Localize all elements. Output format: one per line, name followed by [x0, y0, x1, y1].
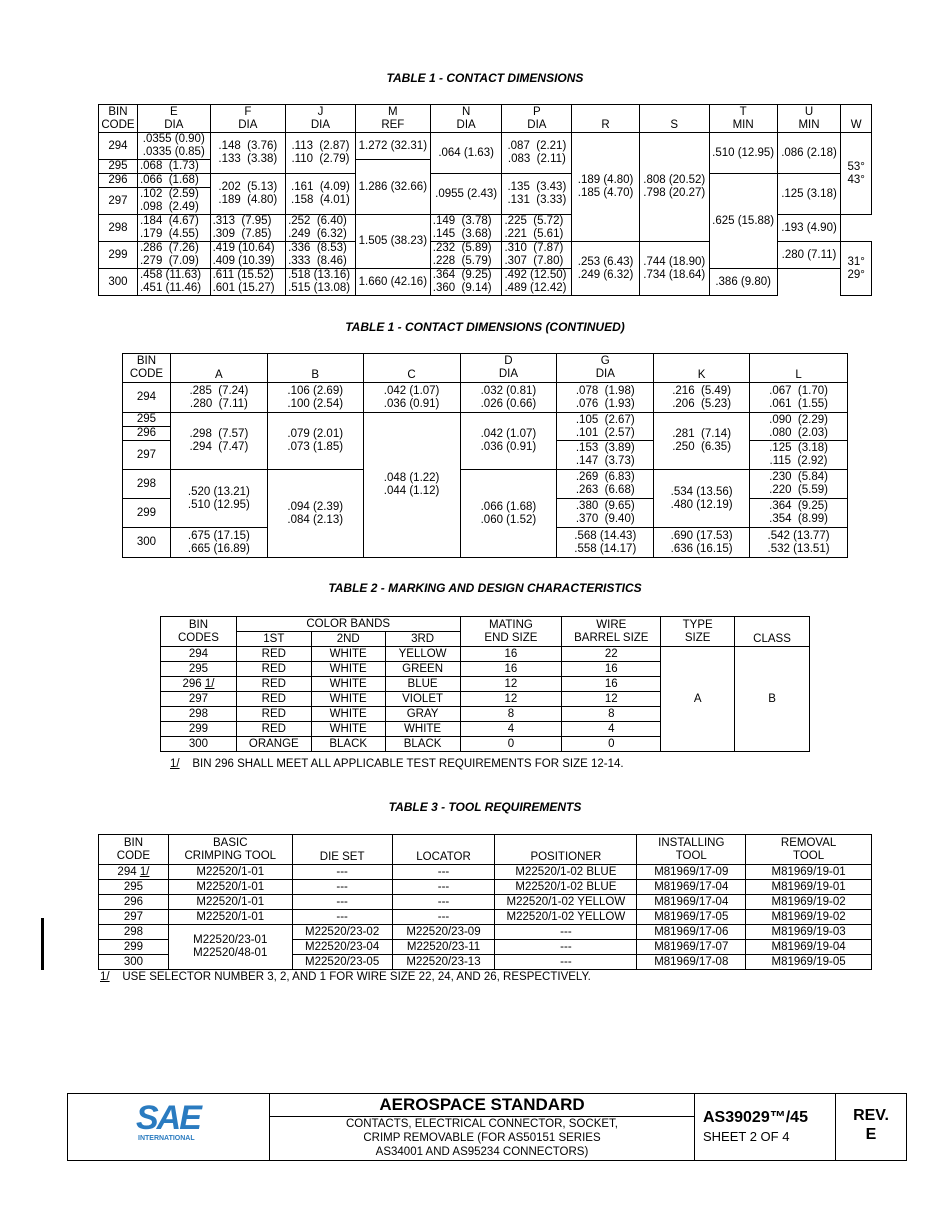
bin-code: 297 — [161, 692, 237, 707]
dim-m: 1.272 (32.31) — [355, 133, 430, 160]
dim-f: .611 (15.52) .601 (15.27) — [210, 269, 285, 296]
dim-t: .625 (15.88) — [709, 174, 777, 269]
table-row — [123, 413, 848, 427]
t1-h-t: T MIN — [709, 105, 777, 133]
table2-footnote — [170, 758, 624, 770]
die-set: M22520/23-04 — [292, 940, 392, 955]
table3-title: TABLE 3 - TOOL REQUIREMENTS — [388, 800, 582, 814]
dim-l: .230 (5.84) .220 (5.59) — [750, 470, 848, 499]
dim-d: .066 (1.68) .060 (1.52) — [460, 470, 557, 558]
dim-d: .032 (0.81) .026 (0.66) — [460, 383, 557, 413]
wire-barrel-size: 12 — [562, 692, 661, 707]
installing-tool: M81969/17-08 — [637, 955, 746, 970]
t2-h-type: TYPE SIZE — [661, 617, 735, 647]
sae-logo: SAE — [136, 1099, 200, 1137]
t1-h-f: F DIA — [210, 105, 285, 133]
color-band-1st: RED — [236, 677, 311, 692]
bin-code: 295 — [161, 662, 237, 677]
locator: --- — [392, 880, 495, 895]
dim-s: .808 (20.52) .798 (20.27) — [639, 133, 709, 242]
removal-tool: M81969/19-03 — [746, 925, 872, 940]
die-set: --- — [292, 880, 392, 895]
sheet-number: SHEET 2 OF 4 — [703, 1129, 790, 1144]
t1-h-m: M REF — [355, 105, 430, 133]
die-set: --- — [292, 895, 392, 910]
dim-w: 53° 43° — [841, 133, 872, 215]
crimping-tool: M22520/23-01 M22520/48-01 — [168, 925, 292, 970]
positioner: --- — [495, 940, 637, 955]
dim-t: .510 (12.95) — [709, 133, 777, 174]
dim-l: .125 (3.18) .115 (2.92) — [750, 441, 848, 470]
bin-code: 298 — [161, 707, 237, 722]
dim-u: .280 (7.11) — [777, 242, 841, 269]
dim-a: .675 (17.15) .665 (16.89) — [170, 528, 267, 558]
locator: M22520/23-13 — [392, 955, 495, 970]
bin-code: 294 — [123, 383, 171, 413]
removal-tool: M81969/19-01 — [746, 865, 872, 880]
dim-u: .086 (2.18) — [777, 133, 841, 174]
dim-j: .336 (8.53) .333 (8.46) — [286, 242, 356, 269]
dim-g: .105 (2.67) .101 (2.57) — [557, 413, 654, 441]
bin-code-value: 296 — [182, 677, 202, 690]
dim-u: .386 (9.80) — [709, 269, 777, 296]
table2 — [160, 616, 810, 752]
dim-u: .125 (3.18) — [777, 174, 841, 215]
dim-n: .364 (9.25) .360 (9.14) — [430, 269, 502, 296]
wire-barrel-size: 4 — [562, 722, 661, 737]
footnote-ref: 1/ — [139, 865, 150, 878]
t2-h-3rd: 3RD — [385, 632, 460, 647]
t1c-h-b: B — [267, 354, 363, 383]
dim-g: .269 (6.83) .263 (6.68) — [557, 470, 654, 499]
dim-j: .113 (2.87) .110 (2.79) — [286, 133, 356, 174]
dim-p: .492 (12.50) .489 (12.42) — [502, 269, 572, 296]
table2-header-row — [161, 617, 810, 632]
footnote-text: USE SELECTOR NUMBER 3, 2, AND 1 FOR WIRE SIZE 22, 24, AND 26, RESPECTIVELY. — [122, 971, 591, 983]
standard-description: CONTACTS, ELECTRICAL CONNECTOR, SOCKET, CRIMP REMOVABLE (FOR AS50151 SERIES AS34001 AND AS95234 CONNECTORS) — [346, 1118, 618, 1158]
dim-j: .518 (13.16) .515 (13.08) — [286, 269, 356, 296]
t2-h-mating: MATING END SIZE — [460, 617, 562, 647]
dim-g: .568 (14.43) .558 (14.17) — [557, 528, 654, 558]
table3-footnote — [100, 971, 591, 983]
table-row — [99, 880, 872, 895]
document-number-box — [695, 1094, 836, 1160]
positioner: --- — [495, 955, 637, 970]
bin-code: 297 — [99, 910, 169, 925]
t1c-h-g: G DIA — [557, 354, 654, 383]
color-band-3rd: BLUE — [385, 677, 460, 692]
color-band-3rd: VIOLET — [385, 692, 460, 707]
table-row — [99, 269, 872, 296]
dim-l: .090 (2.29) .080 (2.03) — [750, 413, 848, 441]
title-block — [67, 1093, 907, 1161]
dim-f: .202 (5.13) .189 (4.80) — [210, 174, 285, 215]
bin-code — [161, 677, 237, 692]
installing-tool: M81969/17-04 — [637, 895, 746, 910]
t1-h-p: P DIA — [502, 105, 572, 133]
dim-f: .313 (7.95) .309 (7.85) — [210, 215, 285, 242]
dim-n: .232 (5.89) .228 (5.79) — [430, 242, 502, 269]
dim-d: .042 (1.07) .036 (0.91) — [460, 413, 557, 470]
crimping-tool: M22520/1-01 — [168, 865, 292, 880]
t2-h-2nd: 2ND — [311, 632, 385, 647]
dim-u: .193 (4.90) — [777, 215, 841, 242]
locator: M22520/23-11 — [392, 940, 495, 955]
dim-e: .0355 (0.90) .0335 (0.85) — [137, 133, 210, 160]
dim-f: .148 (3.76) .133 (3.38) — [210, 133, 285, 174]
crimping-tool: M22520/1-01 — [168, 910, 292, 925]
t1-h-s: S — [639, 105, 709, 133]
mating-end-size: 16 — [460, 647, 562, 662]
die-set: --- — [292, 865, 392, 880]
t3-h-removal: REMOVAL TOOL — [746, 835, 872, 865]
color-band-3rd: GREEN — [385, 662, 460, 677]
t3-h-crimp: BASIC CRIMPING TOOL — [168, 835, 292, 865]
t3-h-positioner: POSITIONER — [495, 835, 637, 865]
footnote-text: BIN 296 SHALL MEET ALL APPLICABLE TEST REQUIREMENTS FOR SIZE 12-14. — [192, 758, 624, 770]
crimping-tool: M22520/1-01 — [168, 895, 292, 910]
dim-g: .078 (1.98) .076 (1.93) — [557, 383, 654, 413]
dim-e: .066 (1.68) — [137, 174, 210, 188]
dim-b: .106 (2.69) .100 (2.54) — [267, 383, 363, 413]
locator: --- — [392, 910, 495, 925]
table-row — [99, 174, 872, 188]
bin-code: 297 — [99, 188, 138, 215]
dim-c: .042 (1.07) .036 (0.91) — [363, 383, 460, 413]
color-band-3rd: WHITE — [385, 722, 460, 737]
bin-code-value: 294 — [117, 865, 137, 878]
positioner: M22520/1-02 BLUE — [495, 865, 637, 880]
class: B — [735, 647, 810, 752]
dim-e: .068 (1.73) — [137, 160, 210, 174]
color-band-1st: RED — [236, 722, 311, 737]
dim-g: .380 (9.65) .370 (9.40) — [557, 499, 654, 528]
t1-h-e: E DIA — [137, 105, 210, 133]
color-band-3rd: BLACK — [385, 737, 460, 752]
t2-h-bin: BIN CODES — [161, 617, 237, 647]
table1-continued — [122, 353, 848, 558]
dim-a: .298 (7.57) .294 (7.47) — [170, 413, 267, 470]
dim-g: .153 (3.89) .147 (3.73) — [557, 441, 654, 470]
bin-code: 300 — [99, 269, 138, 296]
t1-h-bin: BIN CODE — [99, 105, 138, 133]
color-band-1st: RED — [236, 707, 311, 722]
mating-end-size: 8 — [460, 707, 562, 722]
installing-tool: M81969/17-05 — [637, 910, 746, 925]
standard-box — [270, 1094, 695, 1160]
dim-n: .0955 (2.43) — [430, 174, 502, 215]
t3-h-die: DIE SET — [292, 835, 392, 865]
bin-code: 296 — [99, 174, 138, 188]
table1c-title: TABLE 1 - CONTACT DIMENSIONS (CONTINUED) — [345, 320, 625, 334]
footnote-marker: 1/ — [170, 758, 180, 770]
t1-h-w: W — [841, 105, 872, 133]
table-row — [99, 895, 872, 910]
color-band-1st: RED — [236, 647, 311, 662]
color-band-2nd: WHITE — [311, 692, 385, 707]
document-number: AS39029™/45 — [703, 1109, 808, 1126]
die-set: M22520/23-05 — [292, 955, 392, 970]
table1 — [98, 104, 872, 296]
bin-code: 295 — [123, 413, 171, 427]
dim-k: .690 (17.53) .636 (16.15) — [654, 528, 750, 558]
bin-code: 300 — [99, 955, 169, 970]
dim-e: .184 (4.67) .179 (4.55) — [137, 215, 210, 242]
dim-p: .310 (7.87) .307 (7.80) — [502, 242, 572, 269]
dim-n: .149 (3.78) .145 (3.68) — [430, 215, 502, 242]
table-row — [99, 925, 872, 940]
t1c-h-d: D DIA — [460, 354, 557, 383]
wire-barrel-size: 16 — [562, 662, 661, 677]
t3-h-locator: LOCATOR — [392, 835, 495, 865]
color-band-3rd: YELLOW — [385, 647, 460, 662]
crimping-tool: M22520/1-01 — [168, 880, 292, 895]
locator: --- — [392, 865, 495, 880]
table3 — [98, 834, 872, 970]
bin-code: 295 — [99, 160, 138, 174]
wire-barrel-size: 0 — [562, 737, 661, 752]
t2-h-class: CLASS — [735, 617, 810, 647]
installing-tool: M81969/17-04 — [637, 880, 746, 895]
dim-r: .253 (6.43) .249 (6.32) — [572, 242, 640, 296]
t2-h-1st: 1ST — [236, 632, 311, 647]
table-row — [123, 383, 848, 413]
wire-barrel-size: 22 — [562, 647, 661, 662]
bin-code: 296 — [99, 895, 169, 910]
dim-f: .419 (10.64) .409 (10.39) — [210, 242, 285, 269]
color-band-1st: ORANGE — [236, 737, 311, 752]
dim-e: .458 (11.63) .451 (11.46) — [137, 269, 210, 296]
dim-e: .102 (2.59) .098 (2.49) — [137, 188, 210, 215]
positioner: --- — [495, 925, 637, 940]
bin-code: 294 — [161, 647, 237, 662]
t1-h-u: U MIN — [777, 105, 841, 133]
mating-end-size: 12 — [460, 692, 562, 707]
installing-tool: M81969/17-07 — [637, 940, 746, 955]
dim-e: .286 (7.26) .279 (7.09) — [137, 242, 210, 269]
dim-l: .542 (13.77) .532 (13.51) — [750, 528, 848, 558]
revision-box — [836, 1094, 906, 1160]
t1-h-r: R — [572, 105, 640, 133]
revision-label: REV. — [853, 1107, 889, 1124]
t1c-h-l: L — [750, 354, 848, 383]
dim-l: .364 (9.25) .354 (8.99) — [750, 499, 848, 528]
dim-b: .094 (2.39) .084 (2.13) — [267, 470, 363, 558]
bin-code: 298 — [99, 215, 138, 242]
table2-title: TABLE 2 - MARKING AND DESIGN CHARACTERISTICS — [328, 581, 642, 595]
table-row — [99, 133, 872, 160]
color-band-3rd: GRAY — [385, 707, 460, 722]
dim-p: .087 (2.21) .083 (2.11) — [502, 133, 572, 174]
bin-code: 299 — [99, 940, 169, 955]
bin-code: 296 — [123, 427, 171, 441]
dim-p: .135 (3.43) .131 (3.33) — [502, 174, 572, 215]
table-row — [99, 865, 872, 880]
dim-m: 1.505 (38.23) — [355, 215, 430, 269]
color-band-2nd: WHITE — [311, 707, 385, 722]
dim-j: .252 (6.40) .249 (6.32) — [286, 215, 356, 242]
type-size: A — [661, 647, 735, 752]
bin-code: 299 — [99, 242, 138, 269]
mating-end-size: 16 — [460, 662, 562, 677]
color-band-1st: RED — [236, 662, 311, 677]
die-set: --- — [292, 910, 392, 925]
t1-h-j: J DIA — [286, 105, 356, 133]
dim-w: 31° 29° — [841, 242, 872, 296]
mating-end-size: 12 — [460, 677, 562, 692]
t2-h-color-bands: COLOR BANDS — [236, 617, 460, 632]
removal-tool: M81969/19-02 — [746, 895, 872, 910]
die-set: M22520/23-02 — [292, 925, 392, 940]
bin-code: 300 — [123, 528, 171, 558]
t3-h-bin: BIN CODE — [99, 835, 169, 865]
removal-tool: M81969/19-04 — [746, 940, 872, 955]
color-band-1st: RED — [236, 692, 311, 707]
table-row — [99, 910, 872, 925]
sae-logo-subtitle: INTERNATIONAL — [138, 1135, 195, 1142]
dim-r: .189 (4.80) .185 (4.70) — [572, 133, 640, 242]
removal-tool: M81969/19-05 — [746, 955, 872, 970]
dim-l: .067 (1.70) .061 (1.55) — [750, 383, 848, 413]
color-band-2nd: WHITE — [311, 677, 385, 692]
bin-code: 298 — [99, 925, 169, 940]
dim-m: 1.660 (42.16) — [355, 269, 430, 296]
mating-end-size: 0 — [460, 737, 562, 752]
revision-value: E — [865, 1126, 877, 1143]
bin-code: 297 — [123, 441, 171, 470]
wire-barrel-size: 8 — [562, 707, 661, 722]
table1c-header-row — [123, 354, 848, 383]
dim-n: .064 (1.63) — [430, 133, 502, 174]
color-band-2nd: WHITE — [311, 647, 385, 662]
dim-p: .225 (5.72) .221 (5.61) — [502, 215, 572, 242]
bin-code: 294 — [99, 133, 138, 160]
dim-k: .216 (5.49) .206 (5.23) — [654, 383, 750, 413]
bin-code: 299 — [123, 499, 171, 528]
table3-header-row — [99, 835, 872, 865]
installing-tool: M81969/17-09 — [637, 865, 746, 880]
bin-code: 300 — [161, 737, 237, 752]
table-row — [123, 470, 848, 499]
dim-c: .048 (1.22) .044 (1.12) — [363, 413, 460, 558]
table1-header-row — [99, 105, 872, 133]
t3-h-install: INSTALLING TOOL — [637, 835, 746, 865]
color-band-2nd: WHITE — [311, 662, 385, 677]
t1c-h-k: K — [654, 354, 750, 383]
locator: --- — [392, 895, 495, 910]
dim-b: .079 (2.01) .073 (1.85) — [267, 413, 363, 470]
revision-bar — [41, 918, 44, 970]
removal-tool: M81969/19-02 — [746, 910, 872, 925]
removal-tool: M81969/19-01 — [746, 880, 872, 895]
positioner: M22520/1-02 BLUE — [495, 880, 637, 895]
table1-title: TABLE 1 - CONTACT DIMENSIONS — [386, 71, 584, 85]
dim-k: .281 (7.14) .250 (6.35) — [654, 413, 750, 470]
color-band-2nd: WHITE — [311, 722, 385, 737]
t2-h-wire: WIRE BARREL SIZE — [562, 617, 661, 647]
dim-a: .520 (13.21) .510 (12.95) — [170, 470, 267, 528]
t1-h-n: N DIA — [430, 105, 502, 133]
wire-barrel-size: 16 — [562, 677, 661, 692]
dim-j: .161 (4.09) .158 (4.01) — [286, 174, 356, 215]
mating-end-size: 4 — [460, 722, 562, 737]
bin-code: 295 — [99, 880, 169, 895]
t1c-h-c: C — [363, 354, 460, 383]
t1c-h-a: A — [170, 354, 267, 383]
t1c-h-bin: BIN CODE — [123, 354, 171, 383]
footnote-marker: 1/ — [100, 971, 110, 983]
bin-code: 298 — [123, 470, 171, 499]
footnote-ref: 1/ — [204, 677, 215, 690]
dim-s: .744 (18.90) .734 (18.64) — [639, 242, 709, 296]
bin-code: 299 — [161, 722, 237, 737]
color-band-2nd: BLACK — [311, 737, 385, 752]
dim-k: .534 (13.56) .480 (12.19) — [654, 470, 750, 528]
dim-a: .285 (7.24) .280 (7.11) — [170, 383, 267, 413]
positioner: M22520/1-02 YELLOW — [495, 895, 637, 910]
dim-m: 1.286 (32.66) — [355, 160, 430, 215]
installing-tool: M81969/17-06 — [637, 925, 746, 940]
positioner: M22520/1-02 YELLOW — [495, 910, 637, 925]
table-row — [161, 647, 810, 662]
logo-box — [68, 1094, 270, 1160]
locator: M22520/23-09 — [392, 925, 495, 940]
standard-title: AEROSPACE STANDARD — [270, 1094, 694, 1117]
bin-code — [99, 865, 169, 880]
